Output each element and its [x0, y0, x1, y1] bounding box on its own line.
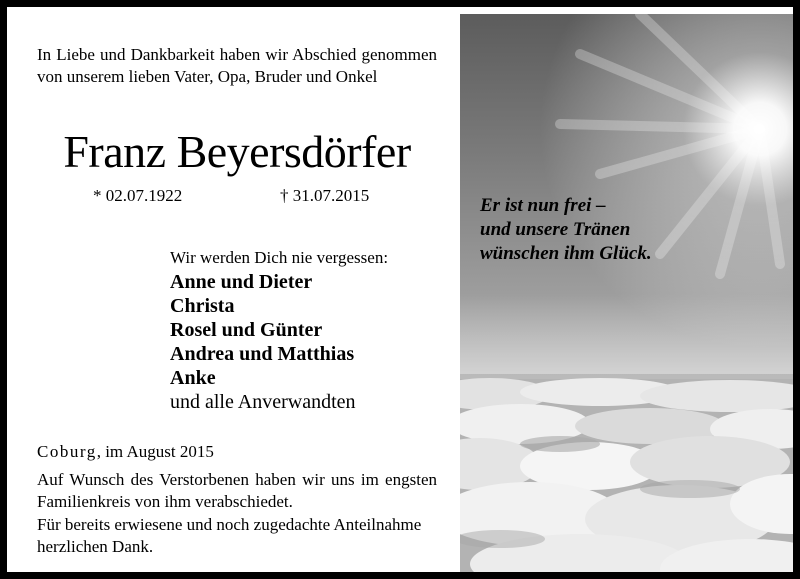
- family-member: Andrea und Matthias: [170, 343, 355, 365]
- quote-line: und unsere Tränen: [480, 219, 631, 240]
- place-city: Coburg: [37, 442, 97, 461]
- quote-text: [480, 194, 780, 266]
- family-member: Rosel und Günter: [170, 319, 323, 341]
- quote-line: wünschen ihm Glück.: [480, 243, 652, 264]
- birth-date: * 02.07.1922: [93, 186, 183, 205]
- quote-line: Er ist nun frei –: [480, 195, 606, 216]
- sky-clouds-image: [460, 14, 800, 579]
- family-member: Anne und Dieter: [170, 271, 313, 293]
- obituary-text-panel: [14, 14, 460, 579]
- family-list: [170, 246, 388, 414]
- place-date: [37, 442, 214, 462]
- sun-clouds-picture: [460, 14, 800, 579]
- family-member: Anke: [170, 367, 216, 389]
- farewell-note: Auf Wunsch des Verstorbenen haben wir uns im engsten Familienkreis von ihm verabschiedet.: [37, 470, 437, 511]
- family-tail: und alle Anverwandten: [170, 391, 356, 413]
- family-member: Christa: [170, 295, 235, 317]
- thanks-note: Für bereits erwiesene und noch zugedachte Anteilnahme herzlichen Dank.: [37, 515, 422, 556]
- intro-text: In Liebe und Dankbarkeit haben wir Abschied genommen von unserem lieben Vater, Opa, Bruder und Onkel: [37, 45, 437, 86]
- cloud-layer: [460, 378, 800, 579]
- family-lead: Wir werden Dich nie vergessen:: [170, 248, 389, 267]
- deceased-name: Franz Beyersdörfer: [63, 126, 411, 177]
- death-date: † 31.07.2015: [280, 186, 370, 205]
- place-date-text: , im August 2015: [96, 442, 214, 461]
